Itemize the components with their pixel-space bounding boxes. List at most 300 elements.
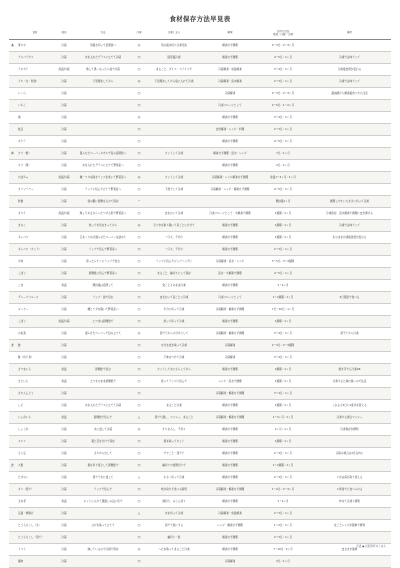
cell-thaw: 解凍せず調理 (202, 400, 258, 412)
cell-thaw: 解凍せず調理・流水・レンジ (202, 148, 258, 160)
cell-name: キャベツ (16, 232, 54, 244)
cell-mark: ○ (132, 304, 146, 316)
cell-storage: 冷蔵 (54, 160, 74, 172)
cell-mark: − (132, 196, 146, 208)
cell-kana (9, 328, 16, 340)
cell-mark: ○ (132, 400, 146, 412)
cell-prep: まるごと、輪切りにして保存 (146, 268, 202, 280)
cell-method: 水を入れたグラスに立てて冷蔵 (74, 52, 132, 64)
cell-kana (9, 484, 16, 496)
cell-kana (9, 268, 16, 280)
cell-thaw: レンジ・流水で調理 (202, 376, 258, 388)
table-row (9, 424, 391, 436)
cell-storage: 冷蔵 (54, 220, 74, 232)
cell-kana: か (9, 148, 16, 160)
cell-name: 枝豆 (16, 124, 54, 136)
cell-thaw: 解凍せず調理 (202, 460, 258, 472)
cell-kana (9, 76, 16, 88)
cell-period: 1〜2週間／1ヶ月 (258, 460, 308, 472)
cell-name: きのこ (16, 220, 54, 232)
table-row (9, 448, 391, 460)
cell-method: 洗って水気をきってから (74, 220, 132, 232)
cell-storage: 冷蔵 (54, 544, 74, 556)
cell-note: 茹でてから冷凍 (308, 328, 391, 340)
cell-name: そら豆 (16, 448, 54, 460)
cell-period: 2週間／1ヶ月 (258, 364, 308, 376)
cell-mark: ○ (132, 148, 146, 160)
cell-kana (9, 196, 16, 208)
cell-name: グレープフルーツ (16, 292, 54, 304)
cell-method: 土つきは新聞紙で (74, 316, 132, 328)
cell-note: 醤油漬けも解凍後食べ方に注意 (308, 88, 391, 100)
cell-prep (146, 88, 202, 100)
cell-storage: 冷蔵 (54, 508, 74, 520)
table-row (9, 124, 391, 136)
cell-kana (9, 220, 16, 232)
cell-note (308, 304, 391, 316)
cell-mark: ○ (132, 136, 146, 148)
header-note: 備考 (308, 26, 391, 40)
cell-storage: 常温/冷蔵 (54, 316, 74, 328)
cell-period: 2〜3日／2〜3ヶ月 (258, 88, 308, 100)
cell-storage: 冷蔵 (54, 124, 74, 136)
header-mark: 冷凍 (132, 26, 146, 40)
cell-method: 水に浸して冷蔵 (74, 424, 132, 436)
cell-note (308, 508, 391, 520)
cell-method: 水を入れたグラスに立てて冷蔵 (74, 400, 132, 412)
cell-thaw: 解凍せず調理 (202, 220, 258, 232)
table-row (9, 184, 391, 196)
cell-period: 2〜3日／2〜3ヶ月 (258, 40, 308, 52)
cell-period: 3〜4日／1ヶ月 (258, 352, 308, 364)
cell-kana (9, 124, 16, 136)
cell-note: 冷凍後食感が変わる (308, 64, 391, 76)
table-row (9, 364, 391, 376)
cell-kana: た (9, 460, 16, 472)
cell-storage: 常温 (54, 280, 74, 292)
cell-prep (146, 196, 202, 208)
cell-period: 4〜5日／1ヶ月 (258, 52, 308, 64)
cell-thaw: 解凍せず調理 (202, 160, 258, 172)
cell-prep (146, 124, 202, 136)
cell-method: 下処理をしてから (74, 76, 132, 88)
cell-period: 1週間／1ヶ月 (258, 316, 308, 328)
cell-prep (146, 160, 202, 172)
cell-kana (9, 112, 16, 124)
cell-prep (146, 112, 202, 124)
cell-mark: △ (132, 412, 146, 424)
cell-method: 種・ワタを除きラップを巻いて野菜室へ (74, 172, 132, 184)
cell-mark: ◎ (132, 424, 146, 436)
cell-name: 乾椎 (16, 196, 54, 208)
cell-note (308, 184, 391, 196)
cell-name: キウイ (16, 208, 54, 220)
cell-note: 2日程度で食べる (308, 292, 391, 304)
cell-storage: 冷蔵 (54, 40, 74, 52)
cell-storage: 冷蔵 (54, 232, 74, 244)
cell-method (74, 100, 132, 112)
table-row (9, 136, 391, 148)
cell-name: アスパラガス (16, 52, 54, 64)
cell-period: 1〜2週間／1ヶ月 (258, 292, 308, 304)
cell-period: 2日／1ヶ月 (258, 160, 308, 172)
cell-name: カブ（葉） (16, 160, 54, 172)
cell-note: 冷凍する場合マッシュ (308, 412, 391, 424)
cell-storage: 冷蔵 (54, 328, 74, 340)
cell-note (308, 172, 391, 184)
cell-thaw: 冷蔵解凍・解凍せず調理 (202, 412, 258, 424)
cell-thaw: 冷蔵解凍・解凍せず調理 (202, 328, 258, 340)
table-row (9, 52, 391, 64)
cell-note (308, 112, 391, 124)
cell-period: 1週間／1ヶ月 (258, 208, 308, 220)
cell-mark: ○ (132, 160, 146, 172)
cell-mark: ◎ (132, 40, 146, 52)
cell-method: 芯をくりぬき湿らせたペーパーを詰めて (74, 232, 132, 244)
cell-method: 種とワタを除いて野菜室へ (74, 304, 132, 316)
cell-thaw: 冷凍フルーツとして (202, 100, 258, 112)
cell-storage: 冷蔵 (54, 460, 74, 472)
cell-name: ごぼう (16, 268, 54, 280)
cell-method: ラップに包んで立てて野菜室へ (74, 184, 132, 196)
cell-storage: 冷蔵 (54, 196, 74, 208)
cell-mark: △ (132, 508, 146, 520)
table-row (9, 292, 391, 304)
cell-prep: 下処理をしてから袋に入れて冷凍 (146, 76, 202, 88)
cell-name: とうもろこし（茹で） (16, 532, 54, 544)
cell-storage: 冷蔵 (54, 244, 74, 256)
cell-kana (9, 52, 16, 64)
cell-name: オクラ (16, 136, 54, 148)
header-prep: 冷凍しまえ (146, 26, 202, 40)
cell-name: 鶏肉 (16, 556, 54, 568)
cell-thaw: 解凍せず調理 (202, 448, 258, 460)
cell-method: 買ったらすぐにラップで包む (74, 256, 132, 268)
table-row (9, 340, 391, 352)
cell-thaw: 解凍せず調理 (202, 532, 258, 544)
table-row (9, 328, 391, 340)
cell-note (308, 256, 391, 268)
cell-method (74, 112, 132, 124)
cell-storage: 常温/冷蔵 (54, 64, 74, 76)
cell-prep: カットして冷凍 (146, 172, 202, 184)
cell-prep: へたを取ってまるごと冷凍 (146, 544, 202, 556)
cell-thaw: 解凍せず調理 (202, 52, 258, 64)
cell-thaw: 冷蔵解凍・レンジ解凍せず調理 (202, 172, 258, 184)
cell-kana (9, 352, 16, 364)
cell-period: 2〜3日／2〜3週間 (258, 340, 308, 352)
cell-method (74, 508, 132, 520)
cell-mark: ○ (132, 256, 146, 268)
cell-note: 冷凍で旨味アップ (308, 52, 391, 64)
cell-storage: 冷蔵 (54, 304, 74, 316)
cell-storage: 冷蔵 (54, 136, 74, 148)
cell-note (308, 244, 391, 256)
cell-note: 焼き芋でも冷凍OK (308, 364, 391, 376)
cell-method (74, 388, 132, 400)
cell-name: 鮭（切り身） (16, 352, 54, 364)
cell-prep: 筋を取ってカット (146, 436, 202, 448)
header-period (258, 26, 308, 40)
cell-name: 鮭 (16, 340, 54, 352)
cell-thaw: 解凍せず調理 (202, 496, 258, 508)
cell-kana: さ (9, 340, 16, 352)
cell-kana (9, 364, 16, 376)
table-row (9, 100, 391, 112)
cell-mark: ○ (132, 484, 146, 496)
cell-name: 青ネギ (16, 40, 54, 52)
cell-period: 1週間／1ヶ月 (258, 436, 308, 448)
cell-method: 湿らせたペーパーで包み立てて (74, 328, 132, 340)
table-row (9, 244, 391, 256)
cell-note (308, 388, 391, 400)
cell-kana (9, 472, 16, 484)
header-kana (9, 26, 16, 40)
table-row (9, 352, 391, 364)
cell-prep: ラップに包んでジップバッグに (146, 256, 202, 268)
cell-method: 袋の鍵に新聞を入れて保存 (74, 196, 132, 208)
header-period-sub: 常温／冷蔵／冷凍 (272, 32, 293, 36)
cell-name: カブ（根） (16, 148, 54, 160)
cell-mark: ○ (132, 244, 146, 256)
cell-kana (9, 136, 16, 148)
cell-method: ネットに入れて風通しの良い所で (74, 496, 132, 508)
cell-method: 湿らせたペーパータオルで包み密閉袋へ (74, 148, 132, 160)
cell-storage: 冷蔵 (54, 76, 74, 88)
cell-method (74, 352, 132, 364)
cell-note: 冷凍で旨味アップ (308, 76, 391, 88)
cell-mark: ◎ (132, 328, 146, 340)
cell-period: 7日〜10日／1ヶ月 (258, 304, 308, 316)
cell-kana (9, 376, 16, 388)
cell-prep: 石づきを取り除いて房ごとに分けて (146, 220, 202, 232)
cell-note: 冷凍すると崩れ易いので注意 (308, 376, 391, 388)
cell-kana (9, 532, 16, 544)
cell-thaw (202, 196, 258, 208)
cell-storage: 冷蔵 (54, 472, 74, 484)
cell-thaw: 解凍せず調理 (202, 472, 258, 484)
cell-storage: 冷蔵 (54, 556, 74, 568)
cell-thaw: 冷蔵解凍 (202, 556, 258, 568)
cell-storage: 冷蔵 (54, 256, 74, 268)
cell-kana (9, 304, 16, 316)
cell-period: 2〜3日／1ヶ月 (258, 124, 308, 136)
cell-note: 冷蔵の場合は3日以内に (308, 448, 391, 460)
table-row (9, 436, 391, 448)
cell-kana (9, 244, 16, 256)
cell-kana (9, 508, 16, 520)
cell-name: 牛肉 (16, 256, 54, 268)
cell-method (74, 136, 132, 148)
header-storage: 保存 (54, 26, 74, 40)
cell-note: 冷凍で旨味アップ (308, 220, 391, 232)
table-row (9, 112, 391, 124)
cell-name: しそ (16, 400, 54, 412)
cell-storage: 冷蔵 (54, 532, 74, 544)
cell-storage: 冷蔵 (54, 424, 74, 436)
cell-mark: ○ (132, 100, 146, 112)
table-row (9, 40, 391, 52)
cell-period: 開封後1ヶ月 (258, 196, 308, 208)
cell-name: さといも (16, 376, 54, 388)
cell-period: 3〜4日／1ヶ月 (258, 112, 308, 124)
cell-prep: 皮をむいて冷凍 (146, 208, 202, 220)
cell-note (308, 124, 391, 136)
cell-kana (9, 388, 16, 400)
table-row (9, 508, 391, 520)
cell-mark: ○ (132, 436, 146, 448)
cell-kana (9, 184, 16, 196)
cell-name: さつまいも (16, 364, 54, 376)
cell-mark: ○ (132, 388, 146, 400)
cell-prep: 茹でて潰し、マッシュ、まるごと (146, 412, 202, 424)
table-row (9, 208, 391, 220)
cell-thaw: 冷凍フルーツとして (202, 292, 258, 304)
cell-name: たけのこ (16, 472, 54, 484)
cell-thaw: 冷蔵解凍 (202, 352, 258, 364)
cell-note (308, 280, 391, 292)
cell-period: 3〜4日／1ヶ月 (258, 64, 308, 76)
cell-name: キャベツ（カット） (16, 244, 54, 256)
cell-period: 常温1〜2ヶ月／1ヶ月 (258, 172, 308, 184)
cell-name: ごま (16, 280, 54, 292)
table-body (9, 40, 391, 568)
cell-storage: 冷蔵 (54, 388, 74, 400)
cell-note (308, 40, 391, 52)
cell-note: 冷凍保存、流水解凍で調理に皮が剥ける (308, 208, 391, 220)
cell-mark: ○ (132, 316, 146, 328)
table-row (9, 472, 391, 484)
cell-thaw: 解凍せず調理 (202, 316, 258, 328)
cell-period: 4〜5日／1ヶ月 (258, 184, 308, 196)
cell-name: カリフラワー (16, 184, 54, 196)
cell-thaw: 冷凍フルーツとして・半解凍で調理 (202, 208, 258, 220)
cell-period: 2〜3日／1ヶ月 (258, 76, 308, 88)
cell-thaw: 解凍せず調理 (202, 364, 258, 376)
cell-method: 水を入れたグラスに立てて野菜室へ (74, 160, 132, 172)
cell-kana (9, 424, 16, 436)
cell-name: トマト (16, 544, 54, 556)
cell-storage: 冷蔵 (54, 184, 74, 196)
cell-prep: 袋ごとそのまま冷凍 (146, 280, 202, 292)
cell-note: ＊刺身でも食べられる (308, 484, 391, 496)
cell-note (308, 160, 391, 172)
cell-note (308, 532, 391, 544)
cell-period: 1週間／1ヶ月 (258, 220, 308, 232)
cell-thaw: 冷蔵解凍 (202, 340, 258, 352)
cell-thaw: 解凍せず調理 (202, 424, 258, 436)
cell-storage: 冷蔵 (54, 340, 74, 352)
header-method: 方法 (74, 26, 132, 40)
table-row (9, 268, 391, 280)
cell-note: 冷凍保存が便利 (308, 424, 391, 436)
cell-note: 生のまま冷凍後食感が変わる (308, 232, 391, 244)
cell-storage: 常温 (54, 496, 74, 508)
cell-prep: 半分に切って冷凍 (146, 304, 202, 316)
cell-thaw: 冷蔵解凍・流水解凍 (202, 76, 258, 88)
cell-thaw: 流水・半解凍で調理 (202, 268, 258, 280)
cell-note (308, 436, 391, 448)
footer-credit: 汚浸 ● 四邸雪町ゆうほち (356, 545, 386, 548)
cell-mark: ◎ (132, 172, 146, 184)
cell-storage: 冷蔵 (54, 292, 74, 304)
cell-prep: 小さく切って冷凍 (146, 472, 202, 484)
cell-kana (9, 448, 16, 460)
cell-method: 葉を切り落として新聞紙で (74, 460, 132, 472)
cell-mark: ○ (132, 292, 146, 304)
cell-method: 開封後は密閉して (74, 280, 132, 292)
cell-prep: 刻み後水切り冷凍可能 (146, 40, 202, 52)
cell-kana (9, 232, 16, 244)
cell-period: 4〜5日／1ヶ月 (258, 268, 308, 280)
cell-period: 2〜3日／1ヶ月 (258, 508, 308, 520)
cell-mark: ○ (132, 376, 146, 388)
cell-name: とうもろこし（生） (16, 520, 54, 532)
cell-mark: ◎ (132, 544, 146, 556)
cell-mark: ○ (132, 208, 146, 220)
cell-prep: 茹でてから小分けにして (146, 328, 202, 340)
table-row (9, 496, 391, 508)
cell-period: 1〜3ヶ月／1ヶ月 (258, 412, 308, 424)
table-row (9, 196, 391, 208)
cell-note (308, 316, 391, 328)
cell-kana (9, 64, 16, 76)
table-row (9, 460, 391, 472)
cell-mark: ○ (132, 460, 146, 472)
cell-period: 4〜5日／1ヶ月 (258, 136, 308, 148)
cell-period: 7〜10日／2ヶ月 (258, 544, 308, 556)
cell-note: 調理しやすい大きさに切って冷凍 (308, 196, 391, 208)
cell-name: アボカド (16, 64, 54, 76)
cell-mark: ○ (132, 232, 146, 244)
cell-name: いくら (16, 88, 54, 100)
table-row (9, 388, 391, 400)
cell-thaw: 冷蔵解凍・解凍せず調理 (202, 304, 258, 316)
cell-period: 2〜3日／1ヶ月 (258, 532, 308, 544)
table-row (9, 148, 391, 160)
cell-period: 1〜2ヶ月 (258, 496, 308, 508)
cell-method: ひげを取って立てて (74, 520, 132, 532)
cell-prep: 薄切り、みじん切り (146, 496, 202, 508)
cell-prep: 味が染ちず食べる時用 (146, 484, 202, 496)
cell-method (74, 532, 132, 544)
cell-method (74, 124, 132, 136)
cell-note (308, 268, 391, 280)
cell-kana: あ (9, 40, 16, 52)
cell-mark: ○ (132, 280, 146, 292)
cell-kana (9, 496, 16, 508)
cell-mark: ○ (132, 496, 146, 508)
cell-mark: ○ (132, 532, 146, 544)
table-row (9, 520, 391, 532)
cell-prep: 下味をつけて冷凍 (146, 352, 202, 364)
cell-prep: 一口大、千切り (146, 232, 202, 244)
table-row (9, 76, 391, 88)
cell-note: 炒めて冷凍も便利 (308, 496, 391, 508)
cell-name: 小松菜 (16, 328, 54, 340)
header-name: 食材 (16, 26, 54, 40)
table-row (9, 304, 391, 316)
cell-note: ＋およそ3日に1度水を替える (308, 400, 391, 412)
header-period-title: 日持ち目安 (276, 29, 290, 33)
cell-method: 葉と茎を分けて保存 (74, 436, 132, 448)
cell-storage: 冷蔵 (54, 352, 74, 364)
cell-method: 熟しているので冷蔵で保存 (74, 544, 132, 556)
table-row (9, 280, 391, 292)
table-header (9, 26, 391, 40)
table-row (9, 220, 391, 232)
cell-method: さやから出して (74, 448, 132, 460)
